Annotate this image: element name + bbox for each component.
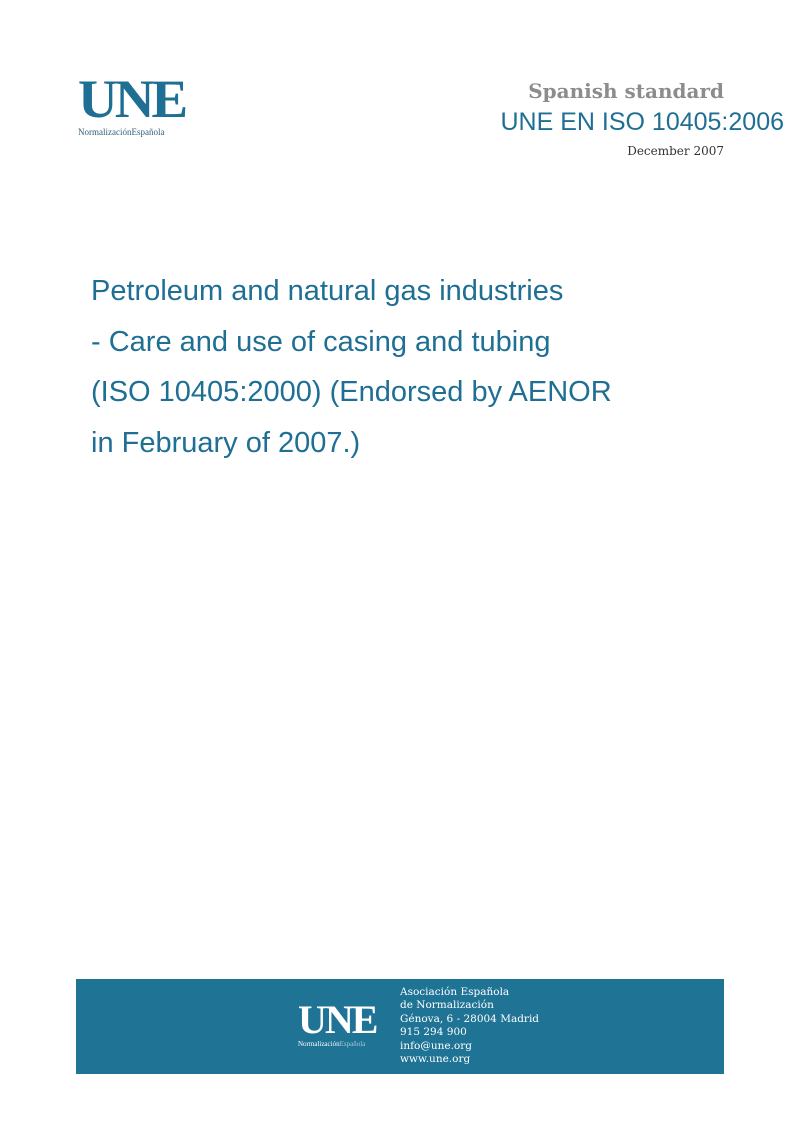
title-line: - Care and use of casing and tubing <box>91 325 551 358</box>
contact-website: www.une.org <box>400 1053 471 1066</box>
contact-address: Génova, 6 - 28004 Madrid <box>400 1012 540 1025</box>
une-logo <box>78 69 208 137</box>
footer-logo-letters: UNE <box>298 997 377 1042</box>
logo-tagline-prefix: Normalización <box>78 127 132 137</box>
title-line: in February of 2007.) <box>91 426 361 459</box>
footer-contact <box>400 986 539 1066</box>
title-line: (ISO 10405:2000) (Endorsed by AENOR <box>91 376 612 408</box>
standard-header <box>501 78 785 158</box>
standard-date: December 2007 <box>627 144 724 158</box>
footer-logo-tagline-prefix: Normalización <box>298 1040 340 1048</box>
contact-email: info@une.org <box>400 1039 472 1052</box>
contact-org-line1: Asociación Española <box>400 986 510 998</box>
footer-logo-tagline-suffix: Española <box>339 1040 366 1048</box>
logo-letters: UNE <box>78 69 186 129</box>
footer-band <box>76 979 724 1074</box>
standard-code: UNE EN ISO 10405:2006 <box>500 108 784 136</box>
contact-phone: 915 294 900 <box>400 1026 467 1039</box>
footer-une-logo <box>298 997 388 1048</box>
logo-tagline-suffix: Española <box>131 127 165 137</box>
title-line: Petroleum and natural gas industries <box>91 275 564 307</box>
document-title <box>91 266 731 468</box>
standard-type: Spanish standard <box>528 79 724 103</box>
contact-org-line2: de Normalización <box>400 999 494 1012</box>
